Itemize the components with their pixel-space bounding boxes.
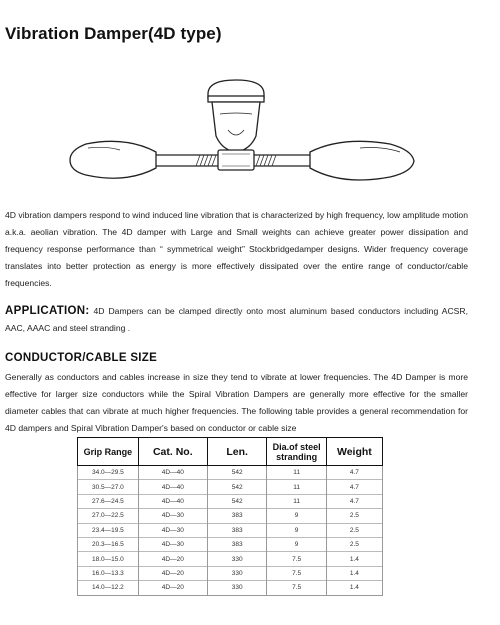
weight-cell: 4.7 xyxy=(326,466,382,480)
weight-cell: 2.5 xyxy=(326,523,382,537)
steel-dia-cell: 7.5 xyxy=(267,566,326,580)
application-heading: APPLICATION: xyxy=(5,305,90,317)
grip-range-cell: 23.4—19.5 xyxy=(78,523,139,537)
header-cat-no: Cat. No. xyxy=(138,438,207,466)
length-cell: 383 xyxy=(207,523,267,537)
length-cell: 542 xyxy=(207,494,267,508)
length-cell: 542 xyxy=(207,480,267,494)
table-row xyxy=(78,494,383,508)
cat-no-cell: 4D—40 xyxy=(138,480,207,494)
grip-range-cell: 27.6—24.5 xyxy=(78,494,139,508)
steel-dia-cell: 9 xyxy=(267,537,326,551)
table-header-row xyxy=(78,438,383,466)
table-row xyxy=(78,537,383,551)
steel-dia-cell: 7.5 xyxy=(267,581,326,595)
table-row xyxy=(78,581,383,595)
steel-dia-cell: 9 xyxy=(267,523,326,537)
cat-no-cell: 4D—30 xyxy=(138,509,207,523)
cat-no-cell: 4D—30 xyxy=(138,523,207,537)
weight-cell: 1.4 xyxy=(326,552,382,566)
steel-dia-cell: 11 xyxy=(267,494,326,508)
cat-no-cell: 4D—40 xyxy=(138,494,207,508)
weight-cell: 2.5 xyxy=(326,537,382,551)
vibration-damper-illustration xyxy=(60,74,430,204)
cat-no-cell: 4D—30 xyxy=(138,537,207,551)
grip-range-cell: 34.0—29.5 xyxy=(78,466,139,480)
grip-range-cell: 20.3—16.5 xyxy=(78,537,139,551)
length-cell: 330 xyxy=(207,566,267,580)
steel-dia-cell: 11 xyxy=(267,480,326,494)
table-row xyxy=(78,552,383,566)
table-row xyxy=(78,523,383,537)
table-row xyxy=(78,466,383,480)
application-text: 4D Dampers can be clamped directly onto most aluminum based conductors including ACSR, AAC, AAAC and steel stranding . xyxy=(5,306,468,333)
header-length: Len. xyxy=(207,438,267,466)
page-title: Vibration Damper(4D type) xyxy=(5,24,222,43)
weight-cell: 1.4 xyxy=(326,566,382,580)
steel-dia-cell: 9 xyxy=(267,509,326,523)
length-cell: 383 xyxy=(207,509,267,523)
weight-cell: 4.7 xyxy=(326,494,382,508)
intro-paragraph: 4D vibration dampers respond to wind induced line vibration that is characterized by high frequency, low amplitude motion a.k.a. aeolian vibration. The 4D damper with Large and Small weights can achieve greater power dissipation and frequency response performance than “ symmetrical weight” Stockbridgedamper designs. Wider frequency coverage translates into better protection as energy is more effectively dissipated over the entire range of conductor/cable frequencies. xyxy=(5,210,468,288)
weight-cell: 1.4 xyxy=(326,581,382,595)
table-row xyxy=(78,566,383,580)
application-paragraph xyxy=(5,303,468,337)
header-steel-dia: Dia.of steel stranding xyxy=(267,438,326,466)
grip-range-cell: 16.0—13.3 xyxy=(78,566,139,580)
weight-cell: 4.7 xyxy=(326,480,382,494)
header-grip-range: Grip Range xyxy=(78,438,139,466)
damper-spec-table xyxy=(77,437,383,596)
table-row xyxy=(78,480,383,494)
cat-no-cell: 4D—20 xyxy=(138,566,207,580)
grip-range-cell: 18.0—15.0 xyxy=(78,552,139,566)
grip-range-cell: 14.0—12.2 xyxy=(78,581,139,595)
grip-range-cell: 27.0—22.5 xyxy=(78,509,139,523)
grip-range-cell: 30.5—27.0 xyxy=(78,480,139,494)
steel-dia-cell: 7.5 xyxy=(267,552,326,566)
table-row xyxy=(78,509,383,523)
cat-no-cell: 4D—40 xyxy=(138,466,207,480)
length-cell: 330 xyxy=(207,581,267,595)
length-cell: 542 xyxy=(207,466,267,480)
cat-no-cell: 4D—20 xyxy=(138,581,207,595)
length-cell: 383 xyxy=(207,537,267,551)
header-weight: Weight xyxy=(326,438,382,466)
steel-dia-cell: 11 xyxy=(267,466,326,480)
conductor-section-paragraph: Generally as conductors and cables increase in size they tend to vibrate at lower frequencies. The 4D Damper is more effective for larger size conductors while the Spiral Vibration Dampers are generally more effective for the smaller diameter cables that can vibrate at much higher frequencies. The following table provides a general recommendation for 4D dampers and Spiral Vibration Damper's based on conductor or cable size xyxy=(5,372,468,433)
length-cell: 330 xyxy=(207,552,267,566)
cat-no-cell: 4D—20 xyxy=(138,552,207,566)
conductor-section-heading: CONDUCTOR/CABLE SIZE xyxy=(5,352,158,364)
table-body xyxy=(78,466,383,596)
weight-cell: 2.5 xyxy=(326,509,382,523)
